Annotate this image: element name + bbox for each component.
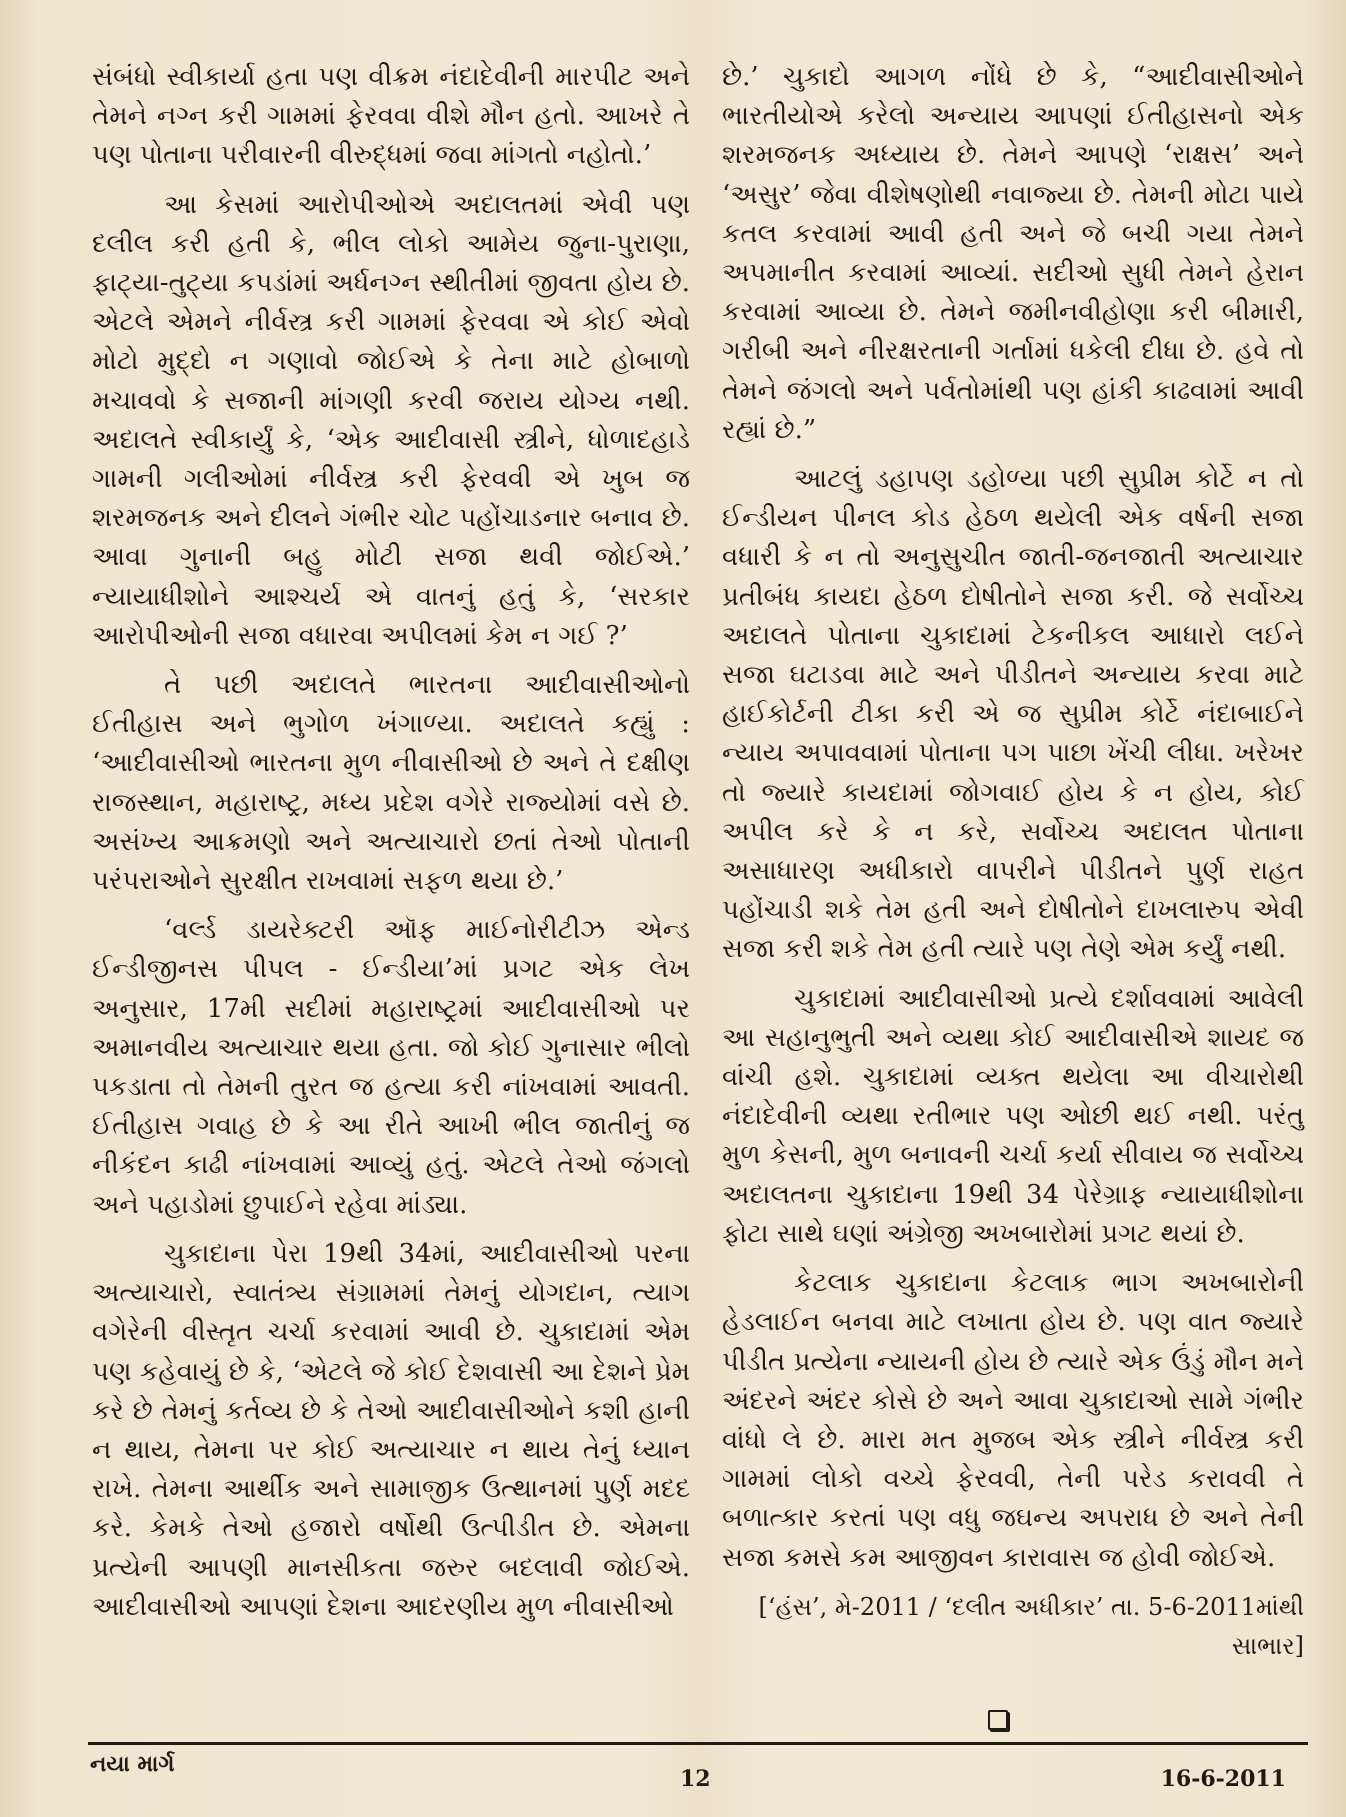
page-footer <box>0 1752 1346 1802</box>
source-citation: [‘હંસ’, મે-2011 / ‘દલીત અધીકાર’ તા. 5-6-2011માંથી સાભાર] <box>758 1592 1304 1660</box>
paragraph: કેટલાક ચુકાદાના કેટલાક ભાગ અખબારોની હેડલાઈન બનવા માટે લખાતા હોય છે. પણ વાત જ્યારે પીડીત પ્રત્યેના ન્યાયની હોય છે ત્યારે એક ઉંડું મૌન મને અંદરને અંદર કોસે છે અને આવા ચુકાદાઓ સામે ગંભીર વાંધો લે છે. મારા મત મુજબ એક સ્ત્રીને નીર્વસ્ત્ર કરી ગામમાં લોકો વચ્ચે ફેરવવી, તેની પરેડ કરાવવી તે બળાત્કાર કરતાં પણ વધુ જઘન્ય અપરાધ છે અને તેની સજા કમસે કમ આજીવન કારાવાસ જ હોવી જોઈએ. <box>722 1268 1304 1573</box>
end-square-icon <box>988 1710 1008 1730</box>
footer-rule <box>88 1742 1308 1745</box>
paragraph: આટલું ડહાપણ ડહોળ્યા પછી સુપ્રીમ કોર્ટે ન તો ઈન્ડીયન પીનલ કોડ હેઠળ થયેલી એક વર્ષની સજા વધારી કે ન તો અનુસુચીત જાતી-જનજાતી અત્યાચાર પ્રતીબંધ કાયદા હેઠળ દોષીતોને સજા કરી. જે સર્વોચ્ચ અદાલતે પોતાના ચુકાદામાં ટેકનીકલ આધારો લઈને સજા ઘટાડવા માટે અને પીડીતને અન્યાય કરવા માટે હાઈકોર્ટની ટીકા કરી એ જ સુપ્રીમ કોર્ટે નંદાબાઈને ન્યાય અપાવવામાં પોતાના પગ પાછા ખેંચી લીધા. ખરેખર તો જ્યારે કાયદામાં જોગવાઈ હોય કે ન હોય, કોઈ અપીલ કરે કે ન કરે, સર્વોચ્ચ અદાલત પોતાના અસાધારણ અધીકારો વાપરીને પીડીતને પુર્ણ રાહત પહોંચાડી શકે તેમ હતી અને દોષીતોને દાખલારુપ એવી સજા કરી શકે તેમ હતી ત્યારે પણ તેણે એમ કર્યું નથી. <box>722 464 1304 965</box>
paragraph: સંબંધો સ્વીકાર્યા હતા પણ વીક્રમ નંદાદેવીની મારપીટ અને તેમને નગ્ન કરી ગામમાં ફેરવવા વીશે મૌન હતો. આખરે તે પણ પોતાના પરીવારની વીરુદ્ધમાં જવા માંગતો નહોતો.’ <box>92 62 690 171</box>
left-column <box>92 58 690 1637</box>
paragraph: તે પછી અદાલતે ભારતના આદીવાસીઓનો ઈતીહાસ અને ભુગોળ ખંગાળ્યા. અદાલતે કહ્યું : ‘આદીવાસીઓ ભારતના મુળ નીવાસીઓ છે અને તે દક્ષીણ રાજસ્થાન, મહારાષ્ટ્ર, મધ્ય પ્રદેશ વગેરે રાજ્યોમાં વસે છે. અસંખ્ય આક્રમણો અને અત્યાચારો છતાં તેઓ પોતાની પરંપરાઓને સુરક્ષીત રાખવામાં સફળ થયા છે.’ <box>92 670 690 897</box>
paragraph: ‘વર્લ્ડ ડાયરેક્ટરી ઑફ માઈનોરીટીઝ એન્ડ ઈન્ડીજીનસ પીપલ - ઈન્ડીયા’માં પ્રગટ એક લેખ અનુસાર, 17મી સદીમાં મહારાષ્ટ્રમાં આદીવાસીઓ પર અમાનવીય અત્યાચાર થયા હતા. જો કોઈ ગુનાસાર ભીલો પકડાતા તો તેમની તુરત જ હત્યા કરી નાંખવામાં આવતી. ઈતીહાસ ગવાહ છે કે આ રીતે આખી ભીલ જાતીનું જ નીકંદન કાઢી નાંખવામાં આવ્યું હતું. એટલે તેઓ જંગલો અને પહાડોમાં છુપાઈને રહેવા માંડ્યા. <box>92 915 690 1220</box>
page-number: 12 <box>680 1766 711 1792</box>
paragraph: આ કેસમાં આરોપીઓએ અદાલતમાં એવી પણ દલીલ કરી હતી કે, ભીલ લોકો આમેય જુના-પુરાણા, ફાટ્યા-તુટ્યા કપડાંમાં અર્ધનગ્ન સ્થીતીમાં જીવતા હોય છે. એટલે એમને નીર્વસ્ત્ર કરી ગામમાં ફેરવવા એ કોઈ એવો મોટો મુદ્દો ન ગણાવો જોઈએ કે તેના માટે હોબાળો મચાવવો કે સજાની માંગણી કરવી જરાય યોગ્ય નથી. અદાલતે સ્વીકાર્યું કે, ‘એક આદીવાસી સ્ત્રીને, ધોળાદહાડે ગામની ગલીઓમાં નીર્વસ્ત્ર કરી ફેરવવી એ ખુબ જ શરમજનક અને દીલને ગંભીર ચોટ પહોંચાડનાર બનાવ છે. આવા ગુનાની બહુ મોટી સજા થવી જોઈએ.’ ન્યાયાધીશોને આશ્ચર્ય એ વાતનું હતું કે, ‘સરકાર આરોપીઓની સજા વધારવા અપીલમાં કેમ ન ગઈ ?’ <box>92 189 690 651</box>
paragraph: ચુકાદાના પેરા 19થી 34માં, આદીવાસીઓ પરના અત્યાચારો, સ્વાતંત્ર્ય સંગ્રામમાં તેમનું યોગદાન, ત્યાગ વગેરેની વીસ્તૃત ચર્ચા કરવામાં આવી છે. ચુકાદામાં એમ પણ કહેવાયું છે કે, ‘એટલે જે કોઈ દેશવાસી આ દેશને પ્રેમ કરે છે તેમનું કર્તવ્ય છે કે તેઓ આદીવાસીઓને કશી હાની ન થાય, તેમના પર કોઈ અત્યાચાર ન થાય તેનું ધ્યાન રાખે. તેમના આર્થીક અને સામાજીક ઉત્થાનમાં પુર્ણ મદદ કરે. કેમકે તેઓ હજારો વર્ષોથી ઉત્પીડીત છે. એમના પ્રત્યેની આપણી માનસીકતા જરુર બદલાવી જોઈએ. આદીવાસીઓ આપણાં દેશના આદરણીય મુળ નીવાસીઓ <box>92 1238 690 1622</box>
paragraph: ચુકાદામાં આદીવાસીઓ પ્રત્યે દર્શાવવામાં આવેલી આ સહાનુભુતી અને વ્યથા કોઈ આદીવાસીએ શાયદ જ વાંચી હશે. ચુકાદામાં વ્યક્ત થયેલા આ વીચારોથી નંદાદેવીની વ્યથા રતીભાર પણ ઓછી થઈ નથી. પરંતુ મુળ કેસની, મુળ બનાવની ચર્ચા કર્યા સીવાય જ સર્વોચ્ચ અદાલતના ચુકાદાના 19થી 34 પેરેગ્રાફ ન્યાયાધીશોના ફોટા સાથે ઘણાં અંગ્રેજી અખબારોમાં પ્રગટ થયાં છે. <box>722 983 1304 1249</box>
right-column <box>722 58 1304 1676</box>
issue-date: 16-6-2011 <box>1160 1766 1286 1792</box>
magazine-name: નયા માર્ગ <box>90 1752 175 1777</box>
paragraph: છે.’ ચુકાદો આગળ નોંધે છે કે, “આદીવાસીઓને ભારતીયોએ કરેલો અન્યાય આપણાં ઈતીહાસનો એક શરમજનક અધ્યાય છે. તેમને આપણે ‘રાક્ષસ’ અને ‘અસુર’ જેવા વીશેષણોથી નવાજ્યા છે. તેમની મોટા પાયે કતલ કરવામાં આવી હતી અને જે બચી ગયા તેમને અપમાનીત કરવામાં આવ્યાં. સદીઓ સુધી તેમને હેરાન કરવામાં આવ્યા છે. તેમને જમીનવીહોણા કરી બીમારી, ગરીબી અને નીરક્ષરતાની ગર્તામાં ધકેલી દીધા છે. હવે તો તેમને જંગલો અને પર્વતોમાંથી પણ હાંકી કાઢવામાં આવી રહ્યાં છે.” <box>722 62 1304 445</box>
